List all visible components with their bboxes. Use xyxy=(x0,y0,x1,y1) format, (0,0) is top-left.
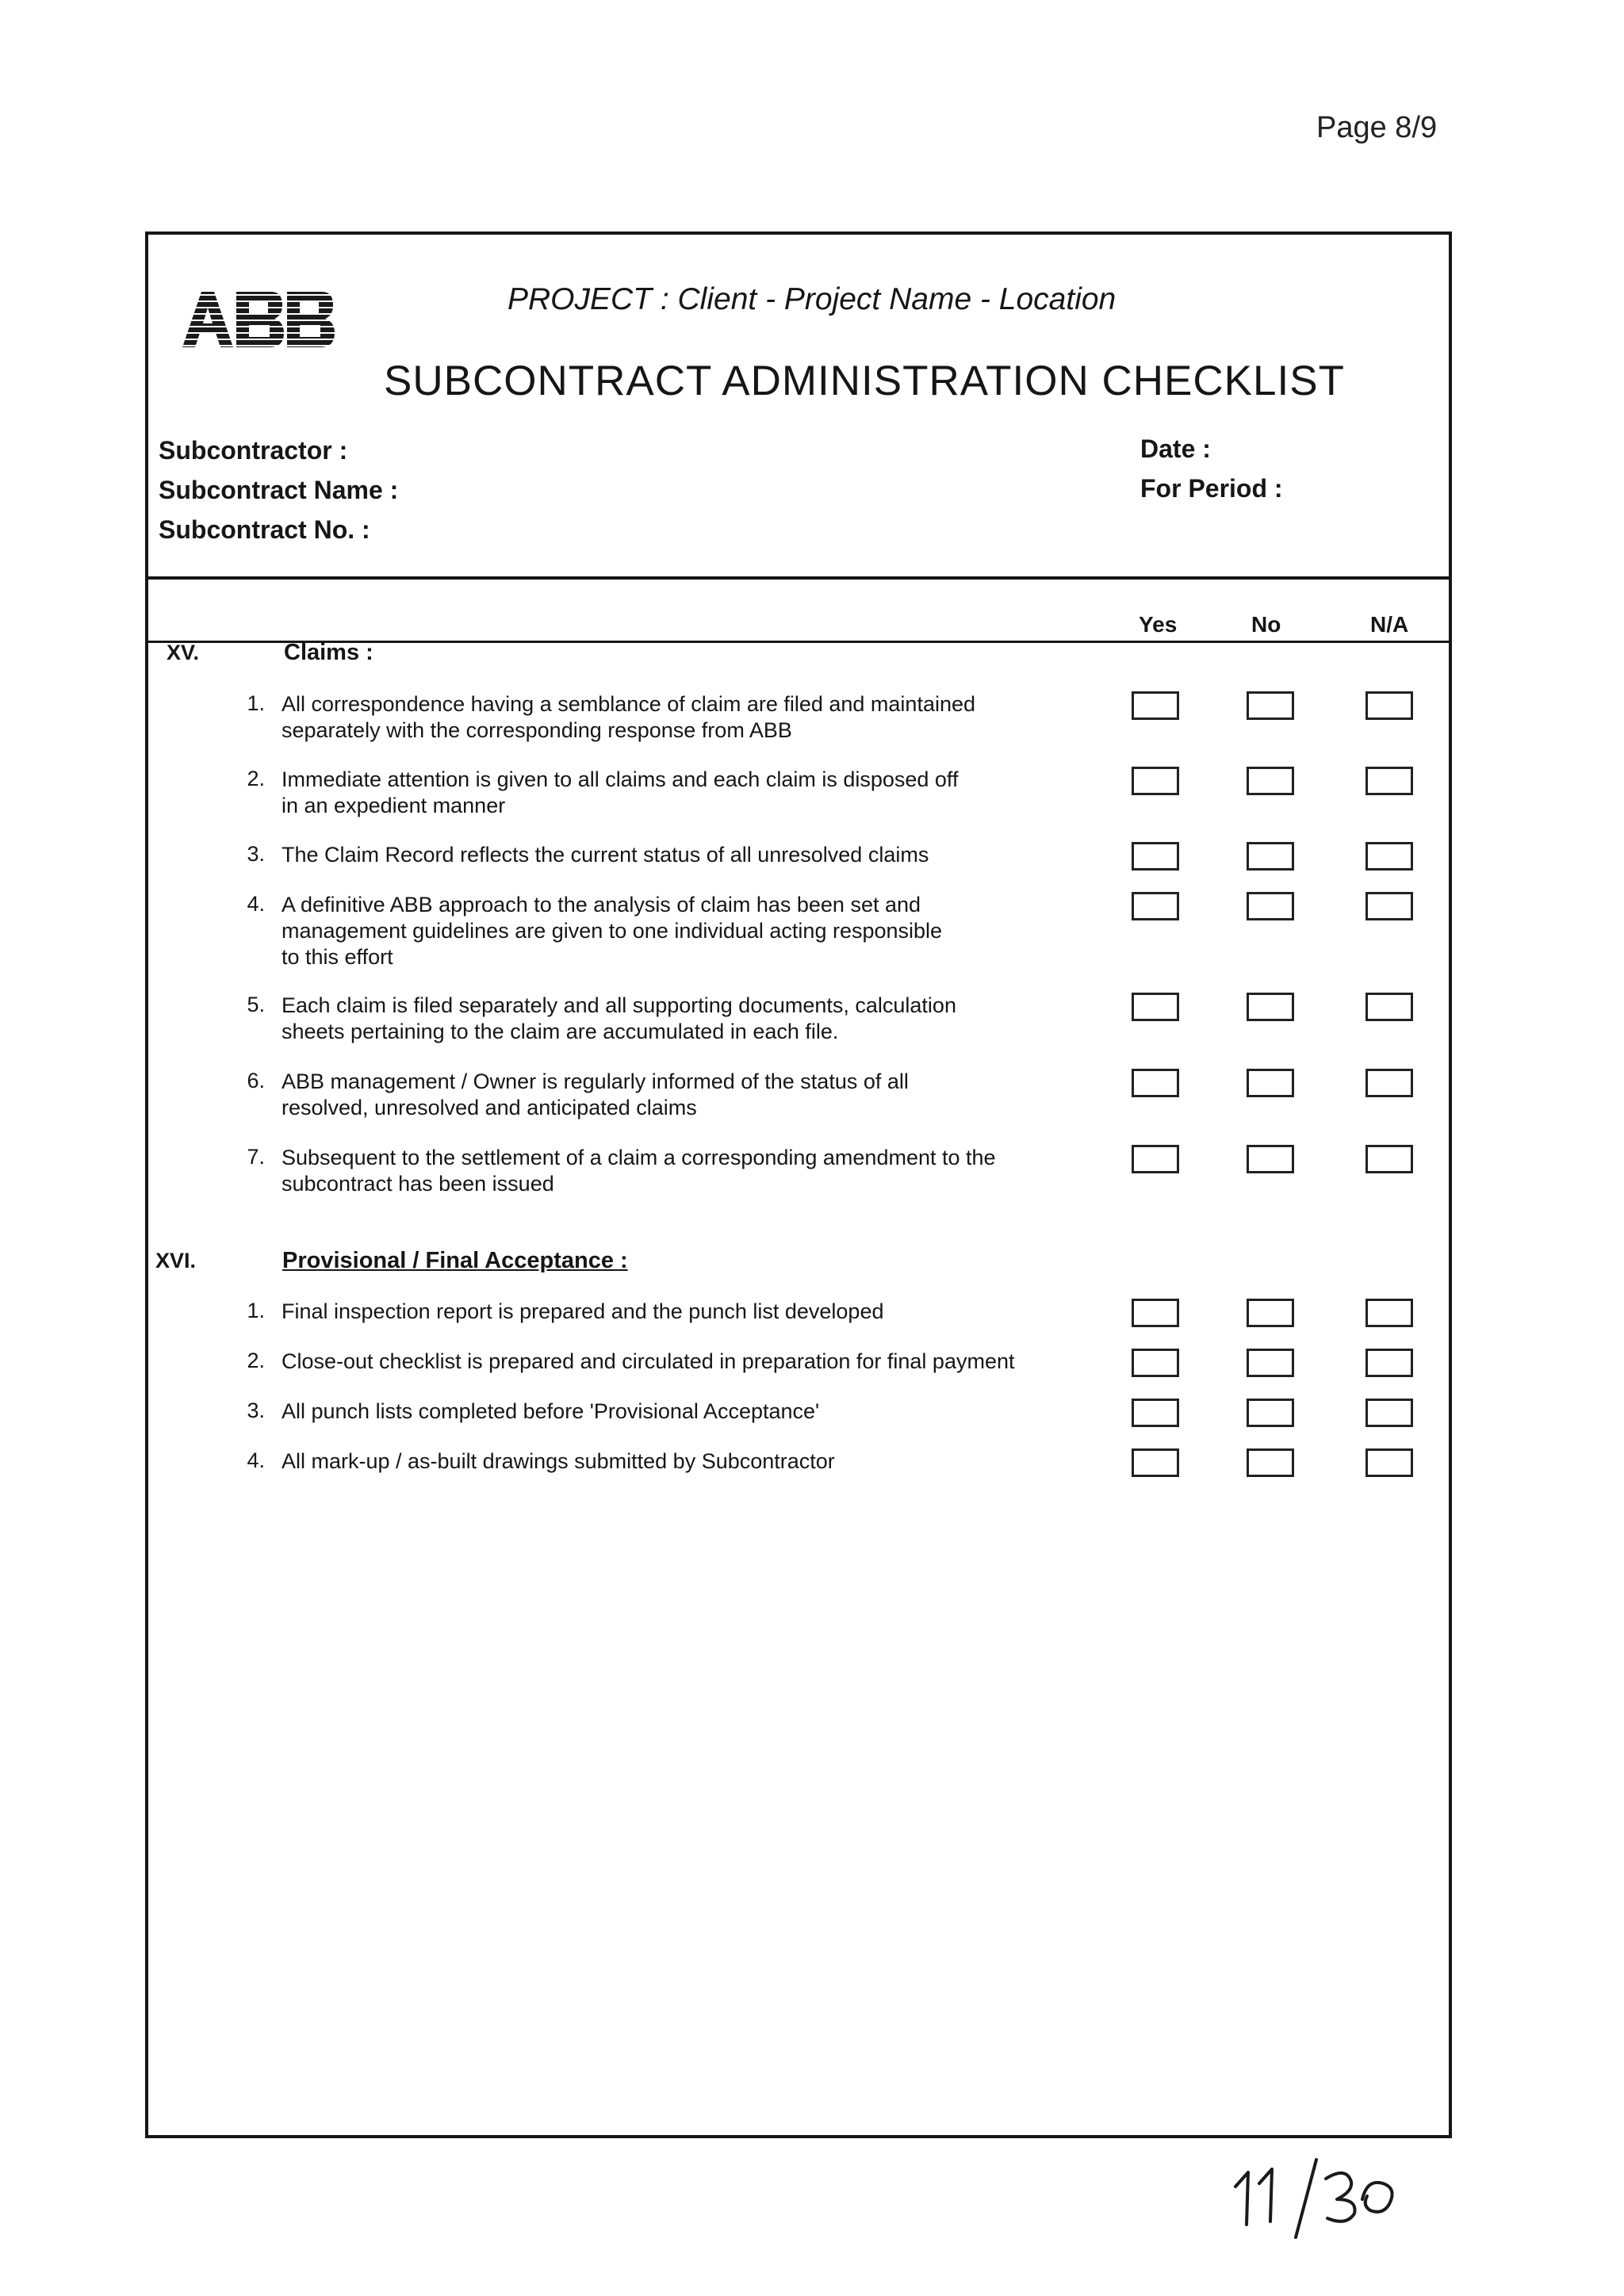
column-na-label: N/A xyxy=(1370,612,1409,637)
yes-checkbox[interactable] xyxy=(1132,1448,1179,1477)
section-number: XV. xyxy=(167,641,200,664)
item-number: 3. xyxy=(247,1399,265,1422)
yes-checkbox[interactable] xyxy=(1132,691,1179,720)
item-text: Subsequent to the settlement of a claim a corresponding amendment to the subcontract has been issued xyxy=(282,1146,996,1196)
subcontractor-label: Subcontractor : xyxy=(159,436,348,465)
subcontract-no-label: Subcontract No. : xyxy=(159,515,370,544)
yes-checkbox[interactable] xyxy=(1132,767,1179,795)
yes-checkbox[interactable] xyxy=(1132,993,1179,1021)
no-checkbox[interactable] xyxy=(1247,1299,1294,1327)
project-line: PROJECT : Client - Project Name - Location xyxy=(508,282,1116,316)
item-text: Immediate attention is given to all claims and each claim is disposed off in an expedient manner xyxy=(282,767,959,817)
item-text: All punch lists completed before 'Provisional Acceptance' xyxy=(282,1399,820,1423)
date-label: Date : xyxy=(1140,434,1211,463)
no-checkbox[interactable] xyxy=(1247,1448,1294,1477)
na-checkbox[interactable] xyxy=(1365,842,1413,871)
no-checkbox[interactable] xyxy=(1247,767,1294,795)
na-checkbox[interactable] xyxy=(1365,1145,1413,1173)
no-checkbox[interactable] xyxy=(1247,1349,1294,1377)
item-text: A definitive ABB approach to the analysis of claim has been set and management guidelines are given to one individual acting responsible to this effort xyxy=(282,893,943,969)
item-number: 6. xyxy=(247,1069,265,1093)
yes-checkbox[interactable] xyxy=(1132,842,1179,871)
yes-checkbox[interactable] xyxy=(1132,1349,1179,1377)
no-checkbox[interactable] xyxy=(1247,1145,1294,1173)
column-no-label: No xyxy=(1251,612,1281,637)
item-number: 1. xyxy=(247,1299,265,1322)
logo-text: ABB xyxy=(182,292,185,293)
na-checkbox[interactable] xyxy=(1365,993,1413,1021)
item-number: 5. xyxy=(247,993,265,1016)
na-checkbox[interactable] xyxy=(1365,1069,1413,1097)
no-checkbox[interactable] xyxy=(1247,892,1294,920)
item-number: 4. xyxy=(247,892,265,916)
no-checkbox[interactable] xyxy=(1247,1399,1294,1427)
no-checkbox[interactable] xyxy=(1247,1069,1294,1097)
item-number: 3. xyxy=(247,842,265,866)
document-title: SUBCONTRACT ADMINISTRATION CHECKLIST xyxy=(384,358,1345,404)
section-title: Provisional / Final Acceptance : xyxy=(282,1248,628,1273)
header-divider xyxy=(145,576,1452,580)
handwritten-note xyxy=(1228,2155,1426,2242)
yes-checkbox[interactable] xyxy=(1132,1069,1179,1097)
item-text: ABB management / Owner is regularly informed of the status of all resolved, unresolved and anticipated claims xyxy=(282,1070,909,1119)
item-text: Final inspection report is prepared and the punch list developed xyxy=(282,1299,884,1323)
no-checkbox[interactable] xyxy=(1247,842,1294,871)
item-text: Close-out checklist is prepared and circulated in preparation for final payment xyxy=(282,1349,1015,1373)
page-number: Page 8/9 xyxy=(1316,111,1438,144)
item-number: 1. xyxy=(247,691,265,715)
item-number: 7. xyxy=(247,1145,265,1169)
yes-checkbox[interactable] xyxy=(1132,1145,1179,1173)
na-checkbox[interactable] xyxy=(1365,1448,1413,1477)
item-text: All mark-up / as-built drawings submitted by Subcontractor xyxy=(282,1449,835,1473)
na-checkbox[interactable] xyxy=(1365,892,1413,920)
item-number: 2. xyxy=(247,1349,265,1372)
item-text: The Claim Record reflects the current status of all unresolved claims xyxy=(282,843,929,867)
item-number: 4. xyxy=(247,1448,265,1472)
na-checkbox[interactable] xyxy=(1365,691,1413,720)
yes-checkbox[interactable] xyxy=(1132,1299,1179,1327)
subcontract-name-label: Subcontract Name : xyxy=(159,476,399,504)
abb-logo xyxy=(182,292,335,347)
yes-checkbox[interactable] xyxy=(1132,892,1179,920)
column-yes-label: Yes xyxy=(1139,612,1178,637)
for-period-label: For Period : xyxy=(1140,474,1283,503)
section-number: XVI. xyxy=(155,1249,197,1272)
no-checkbox[interactable] xyxy=(1247,691,1294,720)
no-checkbox[interactable] xyxy=(1247,993,1294,1021)
na-checkbox[interactable] xyxy=(1365,1299,1413,1327)
item-text: Each claim is filed separately and all supporting documents, calculation sheets pertaining to the claim are accumulated in each file. xyxy=(282,993,956,1043)
item-number: 2. xyxy=(247,767,265,790)
na-checkbox[interactable] xyxy=(1365,1399,1413,1427)
na-checkbox[interactable] xyxy=(1365,767,1413,795)
na-checkbox[interactable] xyxy=(1365,1349,1413,1377)
item-text: All correspondence having a semblance of claim are filed and maintained separately with the corresponding response from ABB xyxy=(282,692,976,742)
yes-checkbox[interactable] xyxy=(1132,1399,1179,1427)
section-title: Claims : xyxy=(284,640,373,665)
